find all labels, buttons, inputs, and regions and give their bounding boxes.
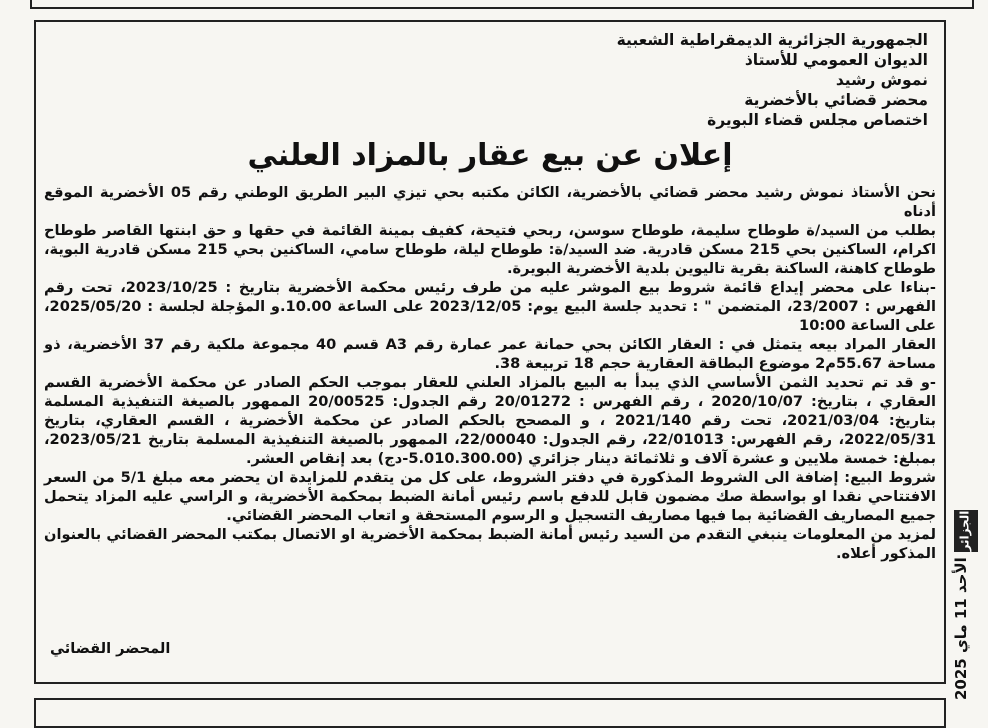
body-paragraph-conditions: شروط البيع: إضافة الى الشروط المذكورة في دفتر الشروط، على كل من يتقدم للمزايدة ان يحضر معه مبلغ 5/1 من السعر الافتتاحي نقدا او بواسطة صك مضمون قابل للدفع باسم رئيس أمانة الضبط بمحكمة الأخضرية، و الراسي عليه المزاد يتحمل جميع المصاريف القضائية بما فيها مصاريف التسجيل و الرسوم المستحقة و اتعاب المحضر القضائي.	[44, 469, 937, 524]
next-notice-frame	[34, 698, 946, 728]
newspaper-badge-text: الجزائر	[957, 510, 972, 552]
newspaper-badge	[954, 510, 978, 552]
body-paragraph-parties: بطلب من السيد/ة طوطاح سليمة، طوطاح سوسن، ربحي فتيحة، كفيف بمينة القائمة في حقها و حق ابنتها القاصر طوطاح اكرام، الساكنين بحي 215 مسكن قادرية. ضد السيد/ة: طوطاح ليلة، طوطاح سامي، الساكنين بحي 215 مسكن قادرية البوية، طوطاح كاهنة، الساكنة بقرية تاليوين بلدية الأخضرية البويرة.	[44, 222, 937, 277]
header-line-republic: الجمهورية الجزائرية الديمقراطية الشعبية	[616, 31, 928, 49]
body-paragraph-property: العقار المراد بيعه يتمثل في : العقار الكائن بحي حمانة عمر عمارة رقم A3 قسم 40 مجموعة ملكية رقم 37 الأخضرية، ذو مساحة 55.67م2 موضوع البطاقة العقارية حجم 18 تربيعة 38.	[44, 336, 936, 372]
notice-title: إعلان عن بيع عقار بالمزاد العلني	[247, 138, 733, 173]
header-line-jurisdiction: اختصاص مجلس قضاء البويرة	[707, 111, 928, 129]
body-paragraph-contact: لمزيد من المعلومات ينبغي التقدم من السيد رئيس أمانة الضبط بمحكمة الأخضرية او الاتصال بمكتب المحضر القضائي بالعنوان المذكور أعلاه.	[44, 526, 936, 562]
header-line-name: نموش رشيد	[835, 71, 928, 89]
header-line-office: الديوان العمومي للأستاذ	[744, 51, 928, 69]
header-block	[40, 30, 940, 130]
issue-date: الأحد 11 ماي 2025	[952, 557, 970, 700]
body-paragraph-price: -و قد تم تحديد الثمن الأساسي الذي يبدأ به البيع بالمزاد العلني للعقار بموجب الحكم الصادر عن محكمة الأخضرية القسم العقاري ، بتاريخ: 2020/10/07 ، رقم الفهرس : 20/01272 رقم الجدول: 20/00525 الممهور بالصيغة التنفيذية المسلمة بتاريخ: 2021/03/04، تحت رقم 2021/140 ، و المصحح بالحكم الصادر عن محكمة الأخضرية ، القسم العقاري، بتاريخ 2022/05/31، رقم الفهرس: 22/01013، رقم الجدول: 22/00040، الممهور بالصيغة التنفيذية المسلمة بتاريخ 2023/05/21، بمبلغ: خمسة ملايين و عشرة آلاف و ثلاثمائة دينار جزائري (5.010.300.00-دج) بعد إنقاص العشر.	[44, 374, 937, 467]
body-paragraph-intro: نحن الأستاذ نموش رشيد محضر قضائي بالأخضرية، الكائن مكتبه بحي تيزي البير الطريق الوطني رقم 05 الأخضرية الموقع أدناه	[44, 184, 937, 220]
notice-body	[40, 183, 940, 563]
top-frame-edge	[30, 0, 974, 9]
body-paragraph-sale-dates: -بناءا على محضر إيداع قائمة شروط بيع الموشر عليه من طرف رئيس محكمة الأخضرية بتاريخ : 2023/10/25، تحت رقم الفهرس : 23/2007، المتضمن " : تحديد جلسة البيع يوم: 2023/12/05 على الساعة 10.00.و المؤجلة لجلسة : 2025/05/20، على الساعة 10:00	[44, 279, 936, 334]
header-line-role: محضر قضائي بالأخضرية	[744, 91, 928, 109]
notice-document	[40, 30, 940, 563]
signature: المحضر القضائي	[50, 640, 171, 657]
